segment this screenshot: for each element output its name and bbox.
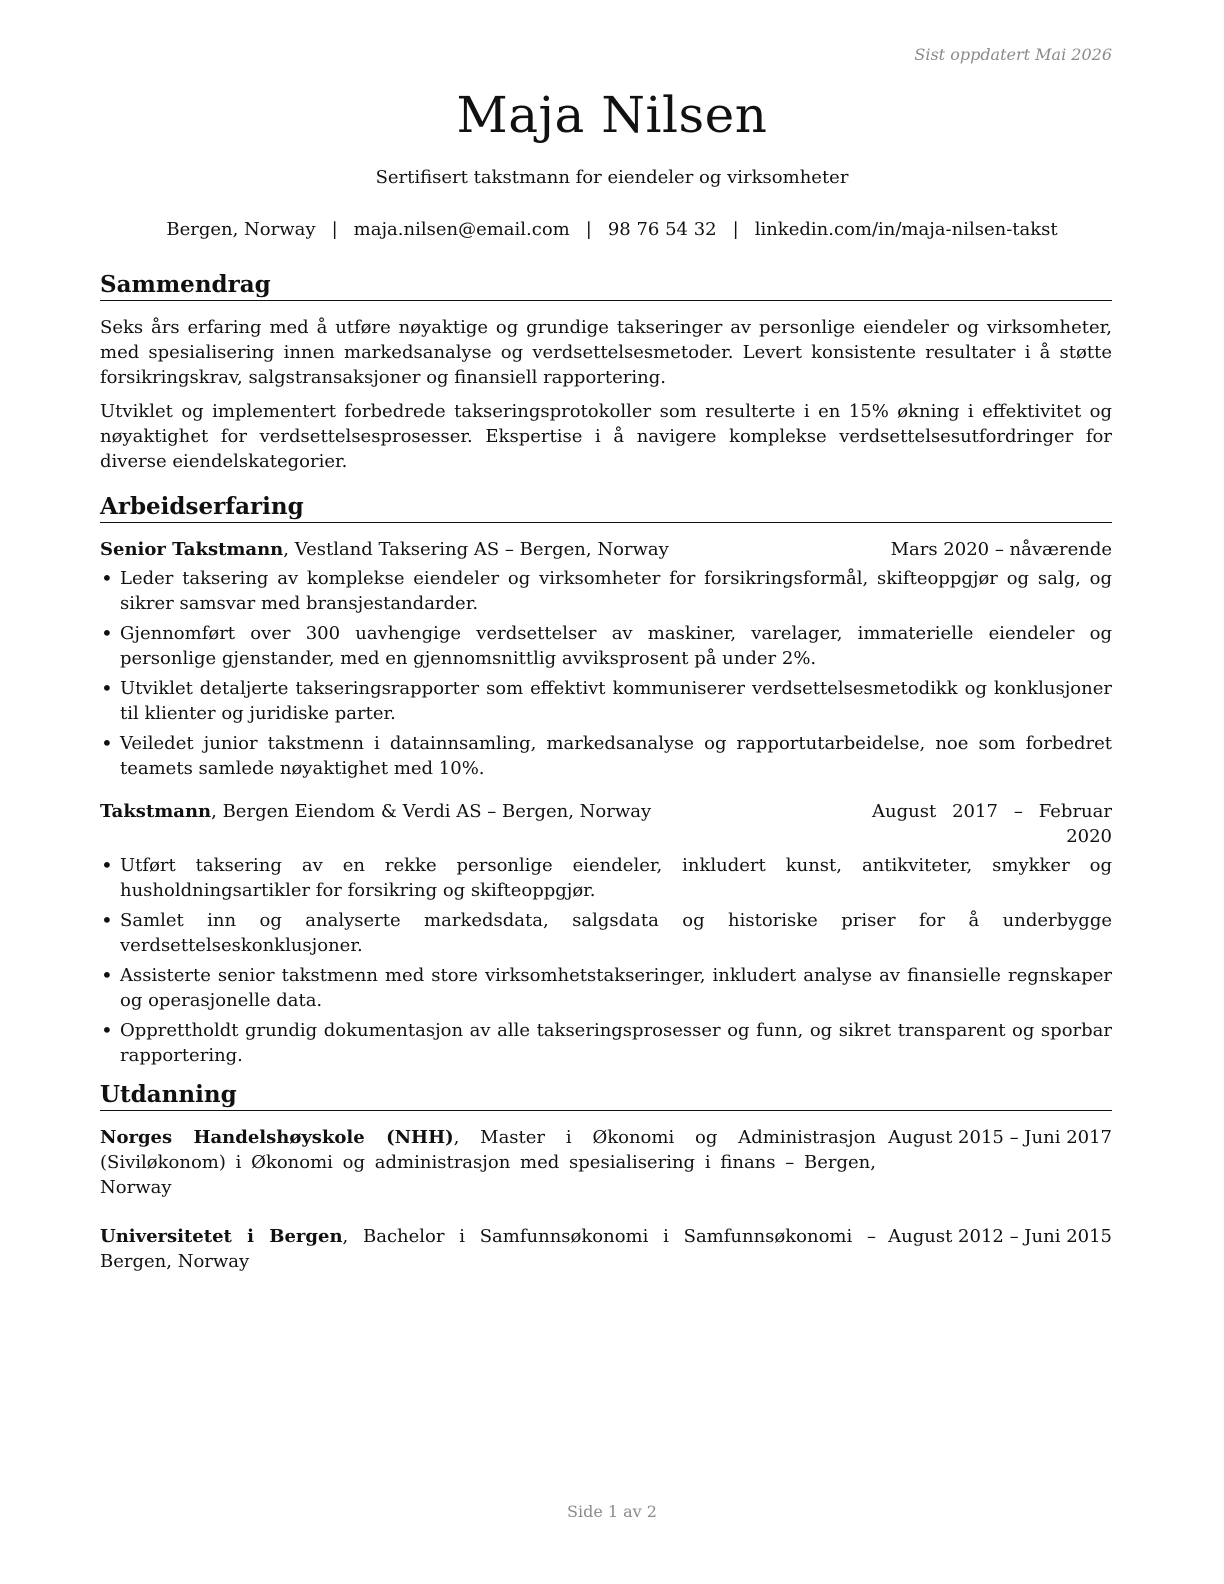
contact-line xyxy=(0,219,1224,240)
job-bullets xyxy=(100,566,1112,781)
job-company: , Vestland Taksering AS – Bergen, Norway xyxy=(283,539,669,560)
section-heading-education: Utdanning xyxy=(100,1080,1112,1111)
job-entry xyxy=(100,537,1112,781)
job-header xyxy=(100,799,1112,849)
page-number: Side 1 av 2 xyxy=(567,1502,657,1521)
last-updated-note: Sist oppdatert Mai 2026 xyxy=(914,45,1112,64)
section-heading-experience: Arbeidserfaring xyxy=(100,492,1112,523)
contact-location: Bergen, Norway xyxy=(166,219,316,240)
job-company: , Bergen Eiendom & Verdi AS – Bergen, Norway xyxy=(211,801,652,822)
summary-block xyxy=(100,315,1112,474)
candidate-name: Maja Nilsen xyxy=(456,86,768,144)
job-entry xyxy=(100,799,1112,1068)
job-role: Senior Takstmann xyxy=(100,539,284,560)
contact-phone: 98 76 54 32 xyxy=(607,219,717,240)
list-item: • Assisterte senior takstmenn med store virksomhetstakseringer, inkludert analyse av finansielle regnskaper og operasjonelle data. xyxy=(100,963,1112,1013)
list-item: • Leder taksering av komplekse eiendeler og virksomheter for forsikringsformål, skifteoppgjør og salg, og sikrer samsvar med bransjestandarder. xyxy=(100,566,1112,616)
education-school: Universitetet i Bergen xyxy=(100,1226,343,1247)
education-details: , Master i Økonomi og Administrasjon (Siviløkonom) i Økonomi og administrasjon med spesialisering i finans – Bergen, Norway xyxy=(100,1127,876,1198)
contact-email[interactable]: maja.nilsen@email.com xyxy=(353,219,570,240)
job-role: Takstmann xyxy=(100,801,212,822)
contact-separator: | xyxy=(732,219,739,240)
list-item: • Samlet inn og analyserte markedsdata, salgsdata og historiske priser for å underbygge verdsettelseskonklusjoner. xyxy=(100,908,1112,958)
contact-separator: | xyxy=(331,219,338,240)
list-item: • Utført taksering av en rekke personlige eiendeler, inkludert kunst, antikviteter, smykker og husholdningsartikler for forsikring og skifteoppgjør. xyxy=(100,853,1112,903)
education-entry xyxy=(100,1224,1112,1274)
summary-paragraph: Seks års erfaring med å utføre nøyaktige og grundige takseringer av personlige eiendeler og virksomheter, med spesialisering innen markedsanalyse og verdsettelsesmetoder. Levert konsistente resultater i å støtte forsikringskrav, salgstransaksjoner og finansiell rapportering. xyxy=(100,317,1112,388)
contact-separator: | xyxy=(585,219,592,240)
list-item: • Veiledet junior takstmenn i datainnsamling, markedsanalyse og rapportutarbeidelse, noe som forbedret teamets samlede nøyaktighet med 10%. xyxy=(100,731,1112,781)
education-details: , Bachelor i Samfunnsøkonomi i Samfunnsøkonomi – Bergen, Norway xyxy=(100,1226,876,1272)
list-item: • Gjennomført over 300 uavhengige verdsettelser av maskiner, varelager, immaterielle eiendeler og personlige gjenstander, med en gjennomsnittlig avviksprosent på under 2%. xyxy=(100,621,1112,671)
resume-content xyxy=(100,270,1112,1274)
education-dates: August 2012 – Juni 2015 xyxy=(888,1226,1112,1247)
candidate-title: Sertifisert takstmann for eiendeler og virksomheter xyxy=(375,167,849,188)
job-dates: Mars 2020 – nåværende xyxy=(890,539,1112,560)
list-item: • Utviklet detaljerte takseringsrapporter som effektivt kommuniserer verdsettelsesmetodikk og konklusjoner til klienter og juridiske parter. xyxy=(100,676,1112,726)
job-dates: August 2017 – Februar 2020 xyxy=(872,801,1112,847)
list-item: • Opprettholdt grundig dokumentasjon av alle takseringsprosesser og funn, og sikret transparent og sporbar rapportering. xyxy=(100,1018,1112,1068)
job-header xyxy=(100,537,1112,562)
education-school: Norges Handelshøyskole (NHH) xyxy=(100,1127,454,1148)
education-entry xyxy=(100,1125,1112,1200)
job-bullets xyxy=(100,853,1112,1068)
summary-paragraph: Utviklet og implementert forbedrede takseringsprotokoller som resulterte i en 15% økning i effektivitet og nøyaktighet for verdsettelsesprosesser. Ekspertise i å navigere komplekse verdsettelsesutfordringer for diverse eiendelskategorier. xyxy=(100,401,1112,472)
section-heading-summary: Sammendrag xyxy=(100,270,1112,301)
contact-linkedin[interactable]: linkedin.com/in/maja-nilsen-takst xyxy=(754,219,1058,240)
education-dates: August 2015 – Juni 2017 xyxy=(888,1127,1112,1148)
